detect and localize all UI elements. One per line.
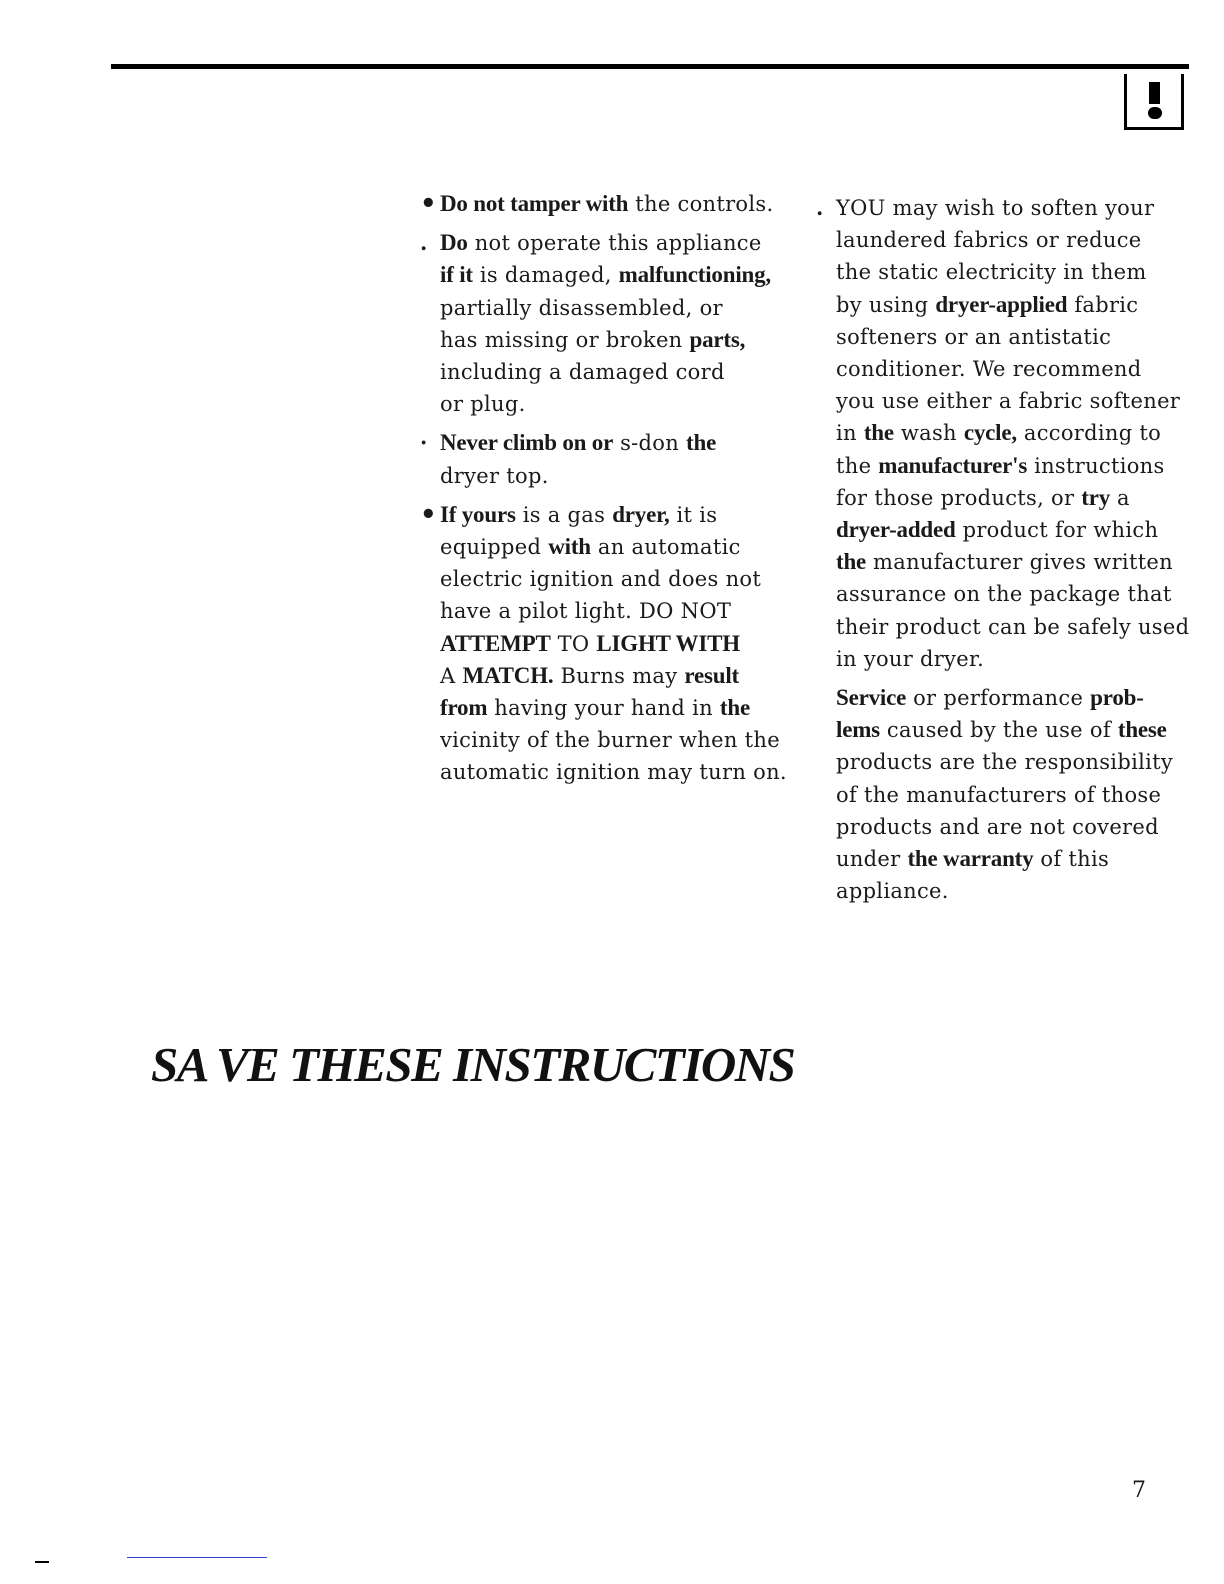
text-line (836, 224, 1186, 256)
text-line (440, 563, 800, 595)
text-line (440, 188, 800, 220)
text-run: in (836, 421, 864, 446)
text-run: automatic ignition may turn on. (440, 760, 787, 785)
text-run: fabric (1067, 292, 1139, 317)
text-run: in your dryer. (836, 646, 985, 671)
text-line (836, 746, 1186, 778)
bullet-marker: • (420, 189, 437, 219)
exclamation-icon (1124, 74, 1184, 130)
right-column (816, 192, 1190, 907)
bold-phrase: the warranty (907, 846, 1034, 872)
bold-phrase: dryer-added (836, 517, 956, 543)
text-line (836, 643, 1186, 675)
safety-item (420, 499, 800, 789)
text-line (440, 499, 800, 531)
text-line (440, 724, 800, 756)
text-run: products are the responsibility (836, 750, 1174, 775)
text-line (836, 811, 1186, 843)
bold-phrase: the (686, 430, 717, 456)
bold-phrase: the (863, 420, 894, 446)
bullet-marker: · (420, 430, 428, 456)
exclamation-bar (1149, 82, 1160, 104)
text-line (836, 546, 1186, 578)
bold-phrase: parts, (689, 326, 746, 352)
text-run: instructions (1027, 453, 1165, 478)
text-run: or performance (906, 686, 1091, 711)
bold-phrase: dryer, (612, 501, 670, 527)
text-run: conditioner. We recommend (836, 357, 1142, 382)
text-line (440, 660, 800, 692)
text-run: laundered fabrics or reduce (836, 228, 1142, 253)
text-run: softeners or an antistatic (836, 324, 1112, 349)
text-run: manufacturer gives written (866, 550, 1173, 575)
safety-item (420, 427, 800, 491)
safety-item (816, 192, 1190, 675)
bold-phrase: the (836, 549, 867, 575)
text-line (836, 682, 1186, 714)
text-run: appliance. (836, 879, 949, 904)
bold-phrase: lems (836, 717, 880, 743)
bold-phrase: result (684, 662, 739, 688)
text-line (836, 611, 1190, 643)
bold-phrase: prob- (1090, 685, 1144, 711)
bold-phrase: the (719, 695, 750, 721)
text-run: is a gas (515, 502, 613, 527)
text-run: under (836, 847, 908, 872)
bold-phrase: MATCH. (462, 662, 554, 688)
text-line (836, 875, 1186, 907)
text-line (836, 256, 1186, 288)
left-column (420, 188, 800, 789)
text-run: of the manufacturers of those (836, 782, 1162, 807)
text-line (836, 289, 1186, 321)
text-run: or plug. (440, 392, 526, 417)
bold-phrase: Never climb on or (440, 430, 614, 456)
text-line (440, 259, 800, 291)
page-number: 7 (1132, 1478, 1146, 1503)
footer-link-underline (127, 1557, 267, 1558)
text-run: A (440, 663, 463, 688)
bullet-marker: . (816, 195, 824, 220)
text-run: dryer top. (440, 463, 549, 488)
text-run: wash (893, 421, 964, 446)
text-run: not operate this appliance (467, 231, 762, 256)
text-run: having your hand in (487, 696, 720, 721)
text-run: you use either a fabric softener (836, 389, 1181, 414)
text-run: has missing or broken (440, 327, 690, 352)
text-run: their product can be safely used (836, 614, 1190, 639)
bold-phrase: with (548, 534, 591, 560)
text-line (440, 692, 800, 724)
bold-phrase: dryer-applied (935, 291, 1068, 317)
text-line (440, 427, 800, 459)
text-run: an automatic (590, 535, 741, 560)
text-line (440, 292, 800, 324)
text-run: a (1110, 485, 1130, 510)
text-run: assurance on the package that (836, 582, 1172, 607)
top-rule (111, 64, 1189, 69)
text-run: have a pilot light. DO NOT (440, 599, 732, 624)
bold-phrase: manufacturer's (878, 452, 1028, 478)
bullet-marker: • (420, 499, 437, 530)
text-run: the static electricity in them (836, 260, 1147, 285)
text-line (440, 531, 800, 563)
text-line (836, 514, 1186, 546)
text-run: s-don (613, 431, 687, 456)
text-run: TO (550, 631, 597, 656)
text-line (836, 482, 1186, 514)
text-run: the controls. (628, 192, 774, 216)
text-run: YOU may wish to soften your (836, 196, 1155, 220)
text-run: partially disassembled, or (440, 295, 723, 320)
bold-phrase: Service (836, 685, 907, 711)
safety-item (816, 682, 1186, 907)
bold-phrase: try (1081, 484, 1111, 510)
bold-phrase: If yours (440, 501, 516, 527)
text-run: the (836, 453, 879, 478)
safety-item (420, 227, 800, 420)
text-run: products and are not covered (836, 814, 1159, 839)
text-line (440, 460, 800, 492)
text-line (836, 450, 1186, 482)
bold-phrase: these (1117, 717, 1167, 743)
text-line (836, 714, 1186, 746)
text-line (836, 321, 1186, 353)
text-run: electric ignition and does not (440, 567, 762, 592)
bold-phrase: ATTEMPT (440, 630, 551, 656)
text-run: product for which (955, 518, 1159, 543)
text-run: by using (836, 292, 936, 317)
text-line (836, 779, 1186, 811)
exclamation-dot (1148, 107, 1162, 119)
bold-phrase: Do (440, 230, 468, 256)
bold-phrase: from (440, 695, 488, 721)
text-run: is damaged, (472, 263, 619, 288)
text-run: of this (1033, 847, 1110, 872)
save-instructions-heading: SA VE THESE INSTRUCTIONS (151, 1037, 795, 1092)
text-run: caused by the use of (879, 718, 1118, 743)
text-line (440, 356, 800, 388)
bullet-marker: . (420, 230, 428, 256)
text-line (440, 388, 800, 420)
text-run: Burns may (553, 663, 685, 688)
bold-phrase: malfunctioning, (618, 262, 771, 288)
text-line (440, 756, 800, 788)
text-line (440, 628, 800, 660)
text-line (836, 843, 1186, 875)
text-line (836, 192, 1186, 224)
text-line (440, 227, 800, 259)
text-run: for those products, or (836, 485, 1082, 510)
text-line (836, 417, 1186, 449)
text-line (440, 595, 800, 627)
text-line (836, 385, 1186, 417)
safety-item (420, 188, 800, 220)
footer-dash (35, 1561, 49, 1563)
text-line (836, 353, 1186, 385)
text-line (440, 324, 800, 356)
text-run: it is (669, 502, 718, 527)
text-line (836, 578, 1186, 610)
text-run: vicinity of the burner when the (440, 728, 780, 753)
bold-phrase: cycle, (963, 420, 1017, 446)
bold-phrase: if it (440, 262, 473, 288)
bold-phrase: LIGHT WITH (596, 630, 740, 656)
text-run: including a damaged cord (440, 360, 725, 385)
text-run: equipped (440, 535, 549, 560)
bold-phrase: Do not tamper with (440, 191, 629, 216)
text-run: according to (1016, 421, 1162, 446)
